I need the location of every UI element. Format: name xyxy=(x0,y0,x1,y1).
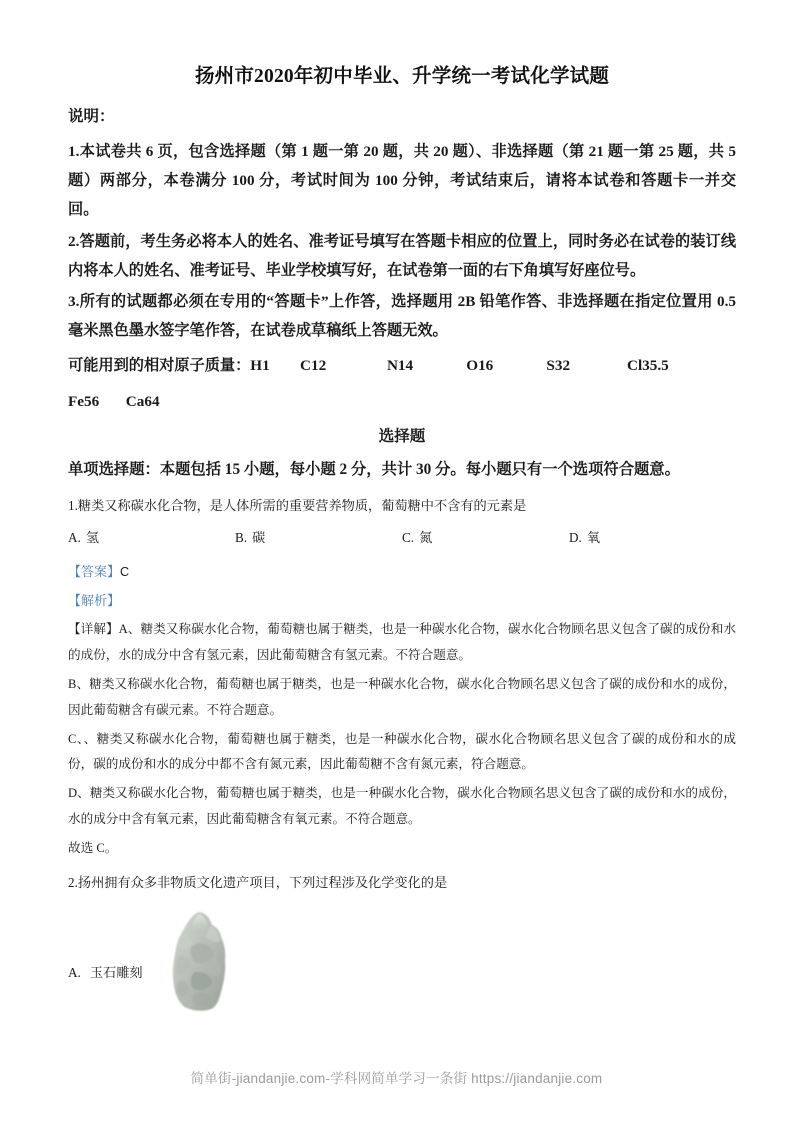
option-letter: A. xyxy=(68,964,81,980)
section-description: 单项选择题：本题包括 15 小题，每小题 2 分，共计 30 分。每小题只有一个选项符合题意。 xyxy=(68,461,680,479)
page-title: 扬州市2020年初中毕业、升学统一考试化学试题 xyxy=(194,66,610,87)
question-2-option-a-block[interactable] xyxy=(68,910,736,1022)
question-1-option-b[interactable] xyxy=(235,526,402,550)
answer-value: C xyxy=(120,564,130,579)
option-text: 氢 xyxy=(85,530,100,546)
answer-tag: 【答案】 xyxy=(68,563,121,579)
question-1-conclusion: 故选 C。 xyxy=(68,840,118,855)
atomic-mass-line-1 xyxy=(68,351,736,380)
option-letter: D. xyxy=(569,530,582,546)
atomic-mass-line-2: Fe56 Ca64 xyxy=(68,392,160,410)
question-1-detail-c: C、、糖类又称碳水化合物，葡萄糖也属于糖类，也是一种碳水化合物，碳水化合物顾名思义包含了碳的成份和水的成份，碳的成份和水的成分中都不含有氮元素，因此葡萄糖不含有氮元素，符合题意。 xyxy=(68,731,736,772)
option-text: 氧 xyxy=(586,530,601,546)
question-1-options xyxy=(68,526,736,550)
atomic-mass-values-1: H1 C12 N14 O16 S32 Cl35.5 xyxy=(250,357,669,375)
atomic-mass-label: 可能用到的相对原子质量： xyxy=(68,357,251,375)
question-1-option-d[interactable] xyxy=(569,526,736,550)
question-1-detail-a: 【详解】A、糖类又称碳水化合物，葡萄糖也属于糖类，也是一种碳水化合物，碳水化合物顾名思义包含了碳的成份和水的成份，水的成分中含有氢元素，因此葡萄糖含有氢元素。不符合题意。 xyxy=(68,622,736,663)
notes-label: 说明： xyxy=(68,108,115,126)
note-item-3: 3.所有的试题都必须在专用的“答题卡”上作答，选择题用 2B 铅笔作答、非选择题在指定位置用 0.5 毫米黑色墨水签字笔作答，在试卷成草稿纸上答题无效。 xyxy=(68,292,736,340)
option-text: 玉石雕刻 xyxy=(89,964,143,980)
document-content xyxy=(68,62,736,1022)
question-1-option-a[interactable] xyxy=(68,526,235,550)
question-1-detail-d: D、糖类又称碳水化合物，葡萄糖也属于糖类，也是一种碳水化合物，碳水化合物顾名思义包含了碳的成份和水的成份，水的成分中含有氧元素，因此葡萄糖含有氧元素。不符合题意。 xyxy=(68,786,736,827)
question-1-option-c[interactable] xyxy=(402,526,569,550)
option-text: 氮 xyxy=(419,530,433,546)
option-letter: A. xyxy=(68,530,81,546)
question-2-option-a-label xyxy=(68,962,143,981)
jade-carving-photo xyxy=(168,910,234,1014)
question-1-detail-b: B、糖类又称碳水化合物，葡萄糖也属于糖类，也是一种碳水化合物，碳水化合物顾名思义包含了碳的成份和水的成份，因此葡萄糖含有碳元素。不符合题意。 xyxy=(68,677,736,717)
question-2-stem: 2.扬州拥有众多非物质文化遗产项目，下列过程涉及化学变化的是 xyxy=(68,875,448,891)
note-item-2: 2.答题前，考生务必将本人的姓名、准考证号填写在答题卡相应的位置上，同时务必在试卷的装订线内将本人的姓名、准考证号、毕业学校填写好，在试卷第一面的右下角填写好座位号。 xyxy=(68,232,736,279)
footer-watermark: 简单街-jiandanjie.com-学科网简单学习一条街 https://jiandanjie.com xyxy=(190,1071,603,1086)
question-1-stem: 1.糖类又称碳水化合物，是人体所需的重要营养物质，葡萄糖中不含有的元素是 xyxy=(68,497,527,513)
section-title: 选择题 xyxy=(378,427,426,445)
note-item-1: 1.本试卷共 6 页，包含选择题（第 1 题一第 20 题，共 20 题）、非选择题（第 21 题一第 25 题，共 5 题）两部分，本卷满分 100 分，考试时间为 100 分钟，考试结束后，请将本试卷和答题卡一并交回。 xyxy=(68,143,736,219)
analysis-tag: 【解析】 xyxy=(68,592,121,608)
option-text: 碳 xyxy=(252,530,266,546)
option-letter: C. xyxy=(402,530,415,546)
question-1-answer-line xyxy=(68,560,736,585)
question-1-analysis-tag-line xyxy=(68,589,736,614)
option-letter: B. xyxy=(235,530,248,546)
